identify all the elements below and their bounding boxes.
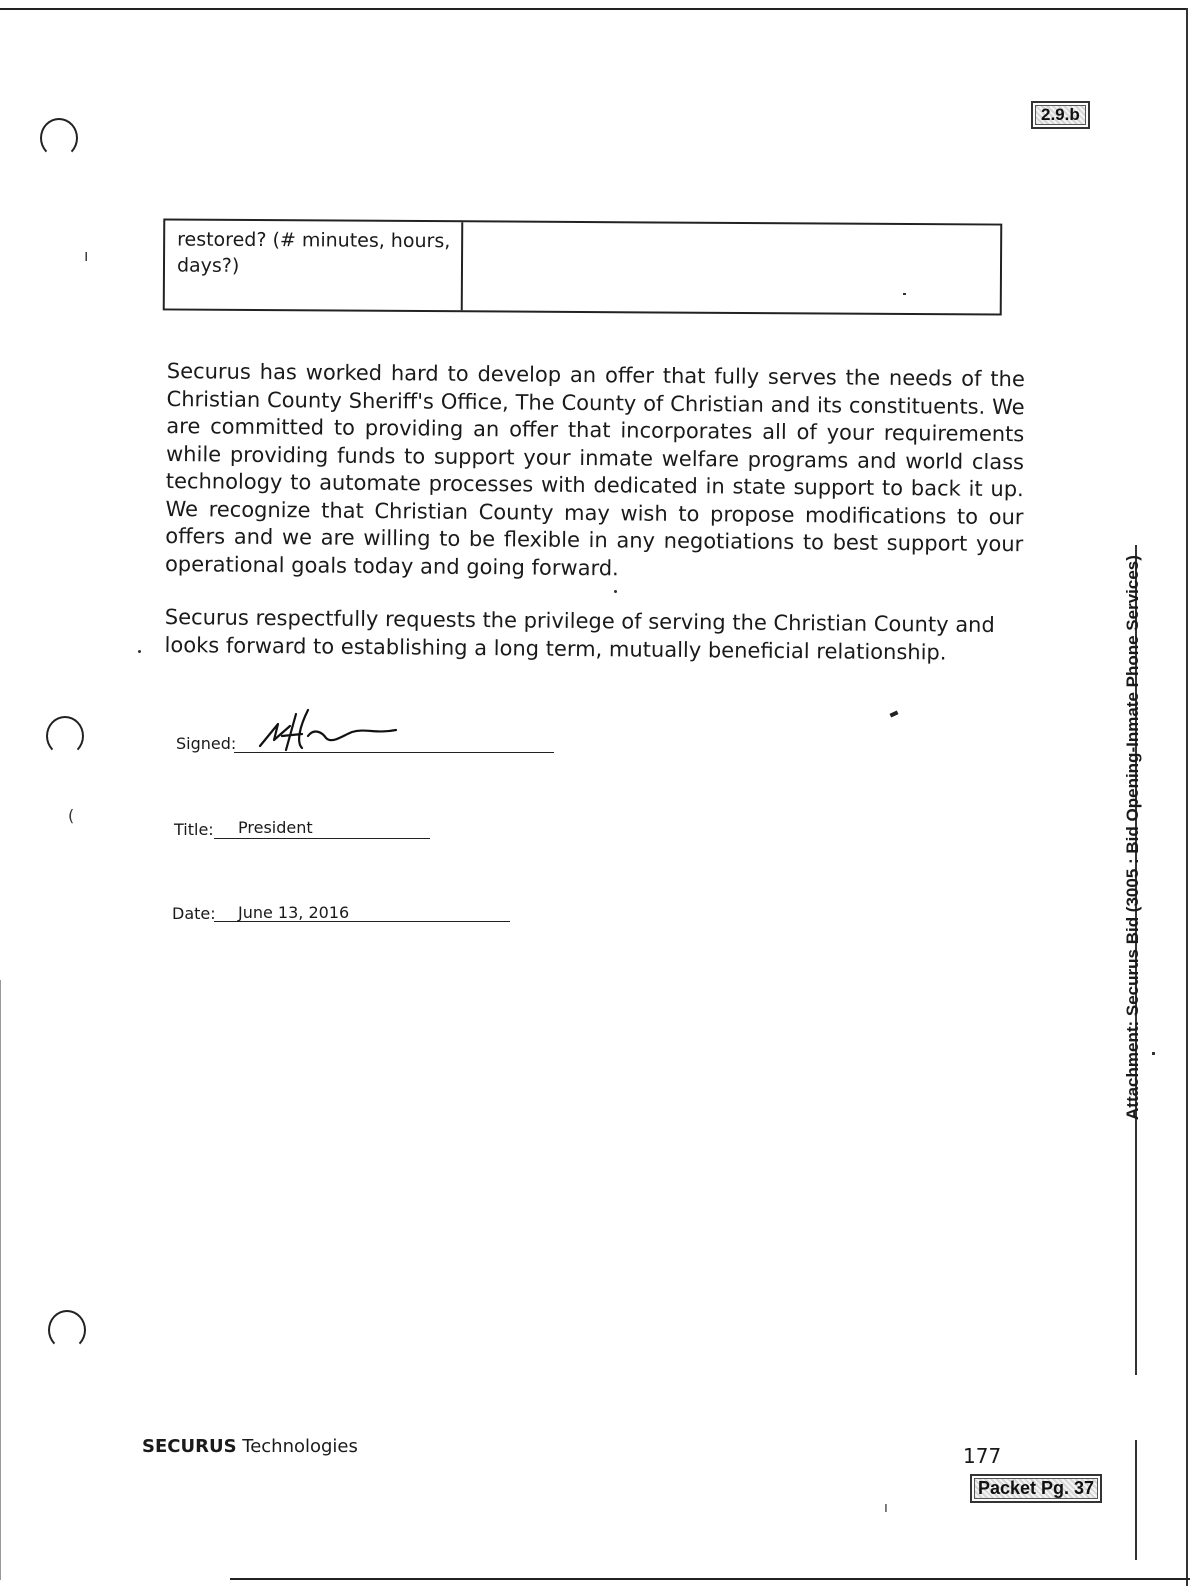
- scan-speck: [1152, 1052, 1155, 1055]
- scan-border-left: [0, 980, 1, 1580]
- brand-suffix: Technologies: [236, 1436, 358, 1457]
- side-rule-lower: [1135, 1440, 1137, 1560]
- punch-hole-bottom: [48, 1310, 86, 1350]
- scan-border-top: [0, 8, 1186, 10]
- scan-speck: [138, 650, 141, 653]
- punch-hole-middle: [46, 716, 84, 756]
- packet-stamp-bottom: Packet Pg. 37: [970, 1474, 1102, 1503]
- packet-stamp-top: 2.9.b: [1031, 101, 1090, 129]
- scan-border-right: [1186, 8, 1188, 1586]
- date-value: June 13, 2016: [238, 903, 350, 922]
- scan-mark: ı: [84, 246, 89, 265]
- handwritten-signature: [256, 706, 406, 756]
- scan-border-bottom: [230, 1578, 1190, 1580]
- title-value: President: [238, 818, 313, 837]
- scan-mark: ı: [884, 1500, 888, 1516]
- closing-paragraph-1: Securus has worked hard to develop an offer that fully serves the needs of the Christian County Sheriff's Office, The County of Christian and its constituents. We are committed to providing an offer that incorporates all of your requirements while providing funds to support your inmate welfare programs and world class technology to automate processes with dedicated in state support to back it up. We recognize that Christian County may wish to propose modifications to our offers and we are willing to be flexible in any negotiations to best support your operational goals today and going forward.: [164, 358, 1025, 580]
- footer-brand: [142, 1436, 358, 1457]
- brand-name: SECURUS: [142, 1436, 237, 1457]
- title-line: [214, 838, 430, 839]
- scan-mark: (: [68, 806, 75, 825]
- attachment-side-label: Attachment: Securus Bid (3005 : Bid Opening-Inmate Phone Services): [1123, 555, 1142, 1120]
- closing-paragraph-2: Securus respectfully requests the privilege of serving the Christian County and looks forward to establishing a long term, mutually beneficial relationship.: [164, 604, 995, 665]
- question-table: [163, 218, 1003, 315]
- scan-speck: [614, 590, 617, 593]
- signed-label: Signed:: [176, 734, 237, 753]
- scan-speck: [890, 710, 899, 717]
- answer-cell: [463, 222, 1001, 313]
- page-number: 177: [963, 1444, 1002, 1468]
- title-label: Title:: [174, 820, 214, 839]
- question-text: restored? (# minutes, hours, days?): [176, 228, 451, 277]
- punch-hole-top: [40, 118, 78, 158]
- date-label: Date:: [172, 904, 216, 923]
- question-cell: [165, 220, 464, 310]
